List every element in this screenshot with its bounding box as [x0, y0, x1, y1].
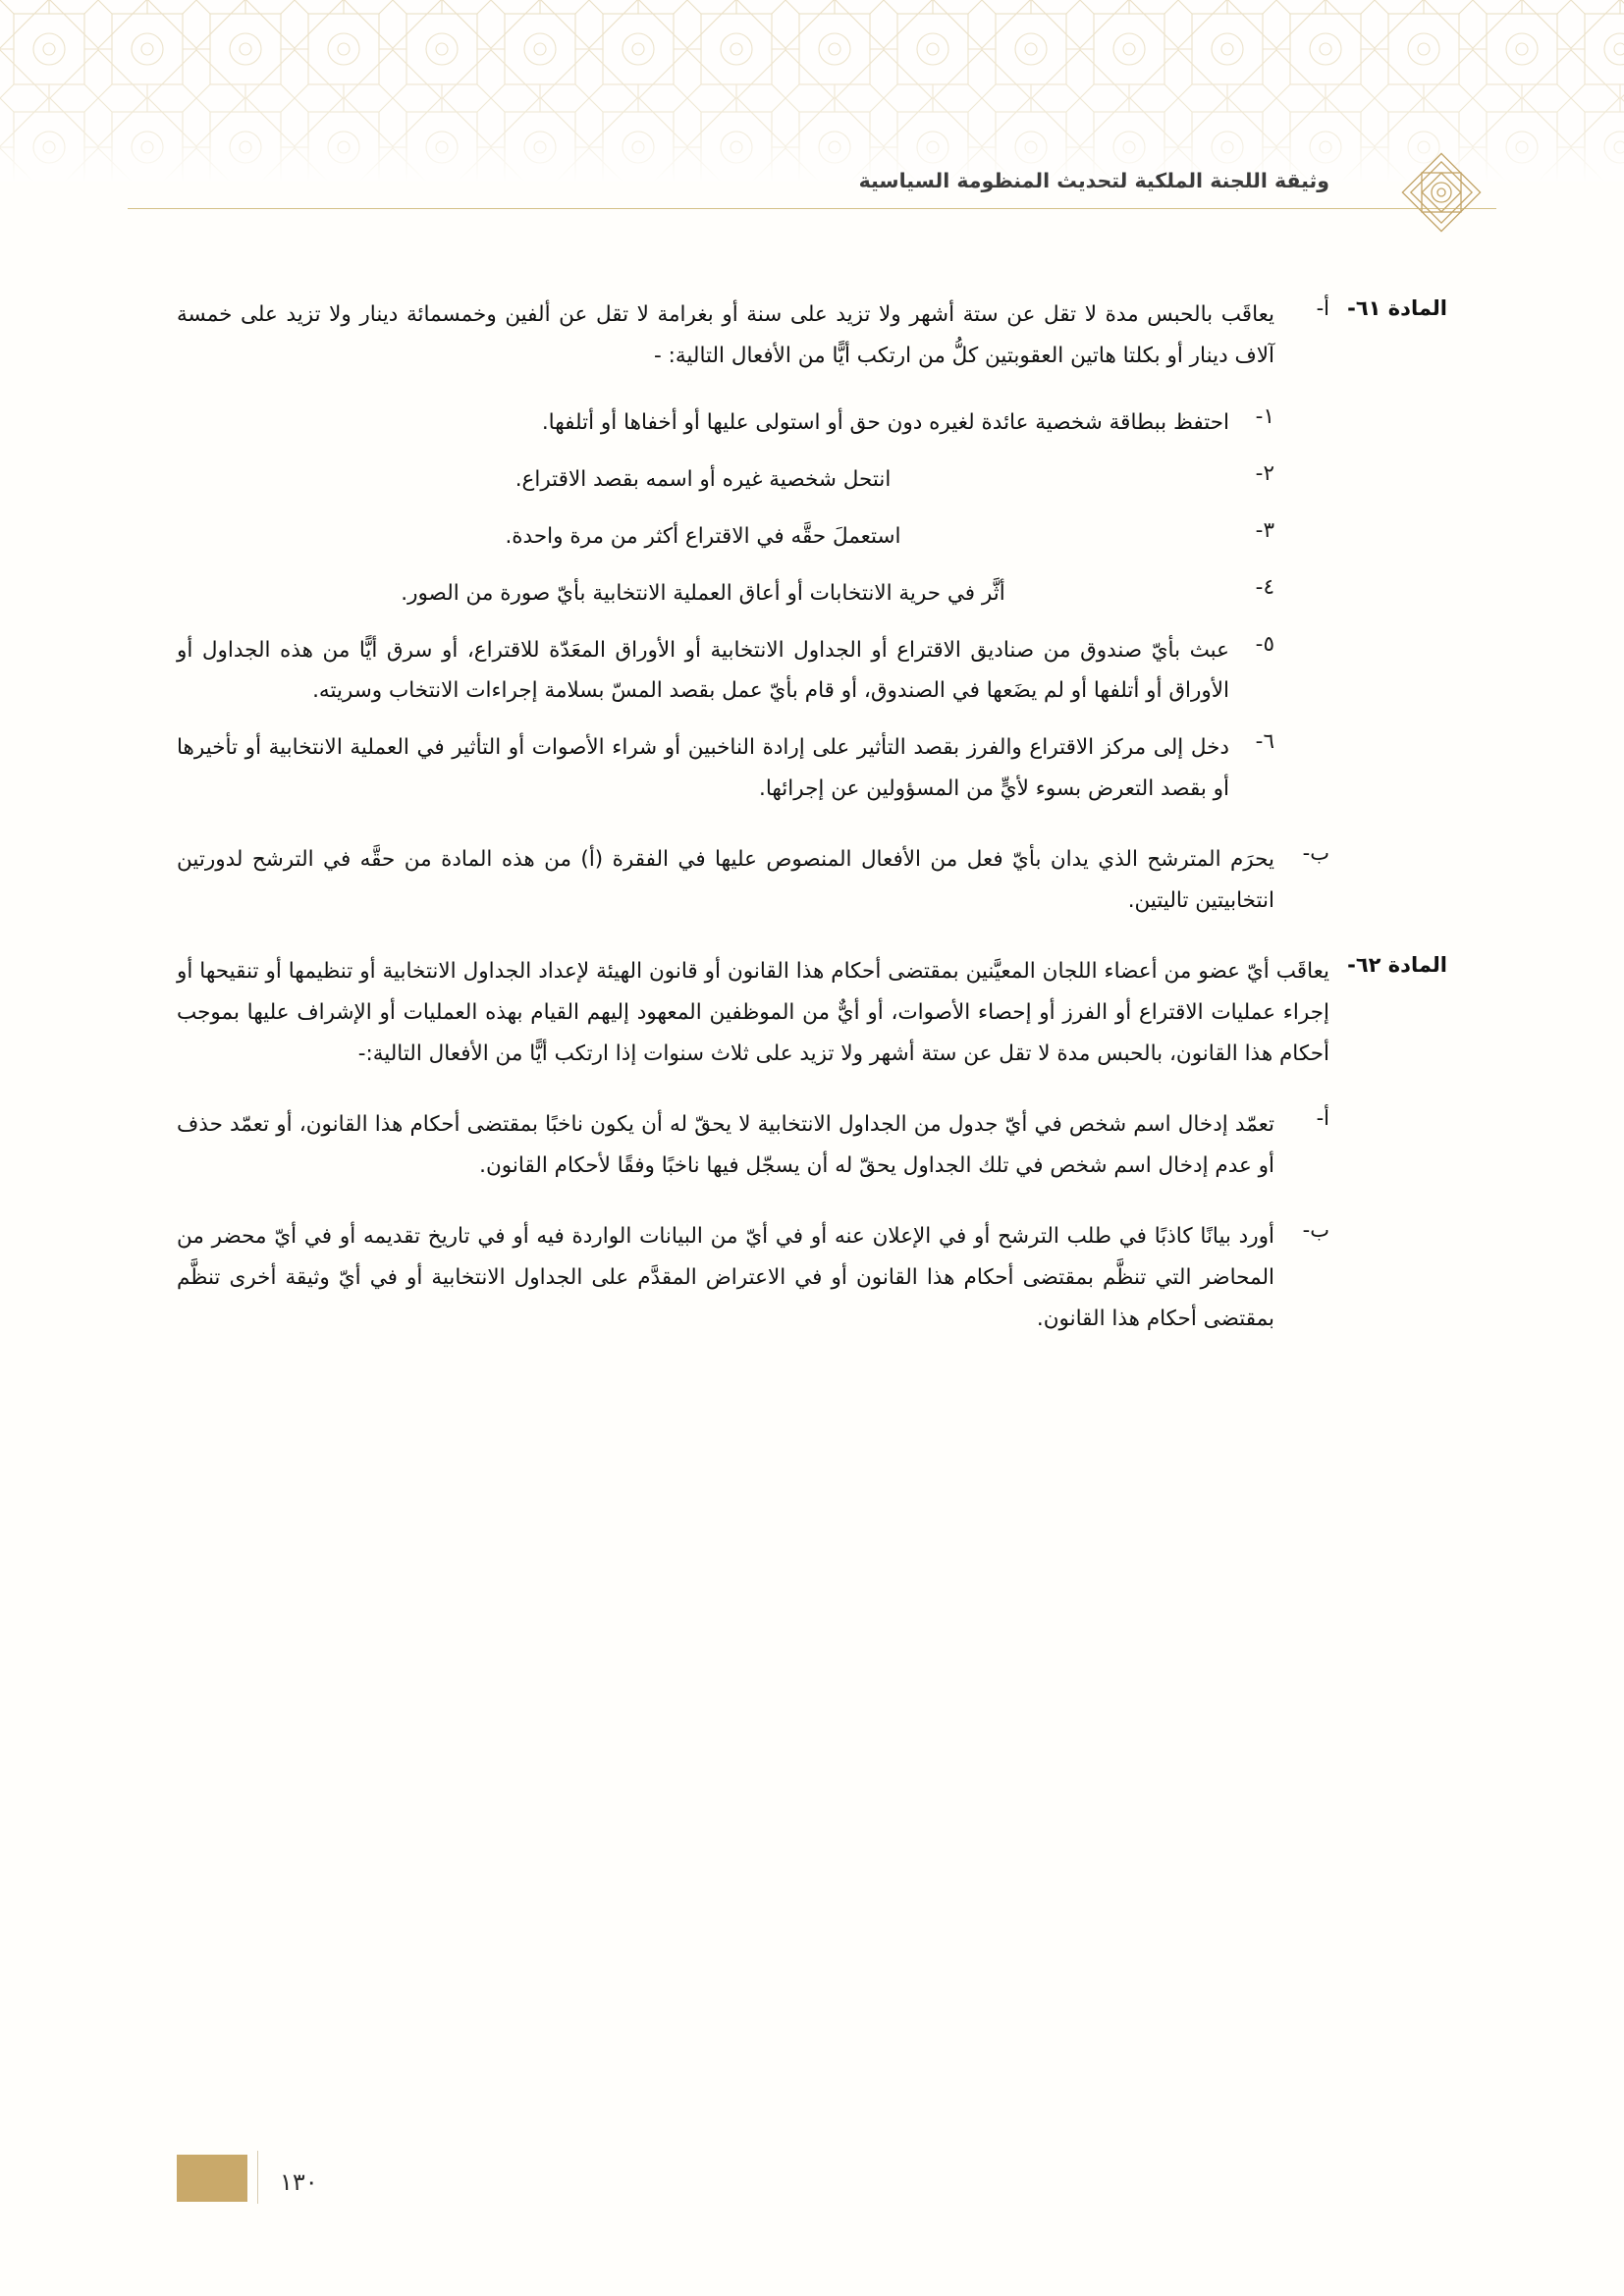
article-label: المادة ٦٢- [1347, 953, 1447, 978]
list-item-text: عبث بأيّ صندوق من صناديق الاقتراع أو الجداول الانتخابية أو الأوراق المعَدّة للاقتراع، أو سرق أيًّا من هذه الجداول أو الأوراق أو أتلفها أو لم يضَعها في الصندوق، أو قام بأيّ عمل بقصد المسّ بسلامة إجراءات الانتخاب وسريته. [177, 637, 1229, 704]
footer-accent-swatch [177, 2155, 247, 2202]
clause-marker: ب- [1302, 841, 1329, 866]
clause-marker: أ- [1316, 1105, 1329, 1130]
list-item-text: أثَّر في حرية الانتخابات أو أعاق العملية الانتخابية بأيّ صورة من الصور. [401, 580, 1005, 606]
clause-text: يحرَم المترشح الذي يدان بأيّ فعل من الأفعال المنصوص عليها في الفقرة (أ) من هذه المادة من حقَّه في الترشح لدورتين انتخابيتين تاليتين. [177, 847, 1274, 914]
list-item [177, 402, 1274, 444]
document-body [177, 294, 1447, 1355]
list-item-text: انتحل شخصية غيره أو اسمه بقصد الاقتراع. [514, 466, 892, 492]
clause-text: تعمّد إدخال اسم شخص في أيّ جدول من الجداول الانتخابية لا يحقّ له أن يكون ناخبًا بمقتضى أحكام هذا القانون، أو تعمّد حذف أو عدم إدخال اسم شخص في تلك الجداول يحقّ له أن يسجّل فيها ناخبًا وفقًا لأحكام القانون. [177, 1111, 1274, 1178]
header-divider [128, 208, 1496, 209]
footer-divider [257, 2151, 258, 2204]
list-item-marker: ٦- [1255, 729, 1274, 755]
clause-spacer [1329, 1216, 1447, 1340]
document-title: وثيقة اللجنة الملكية لتحديث المنظومة السياسية [858, 169, 1329, 192]
article-block [177, 294, 1447, 377]
clause-item [177, 1104, 1447, 1187]
article-label: المادة ٦١- [1347, 296, 1447, 320]
clause-item [177, 839, 1447, 922]
list-item-text: دخل إلى مركز الاقتراع والفرز بقصد التأثير على إرادة الناخبين أو شراء الأصوات أو التأثير في العملية الانتخابية أو تأخيرها أو بقصد التعرض بسوء لأيٍّ من المسؤولين عن إجرائها. [177, 735, 1229, 802]
article-text: يعاقَب بالحبس مدة لا تقل عن ستة أشهر ولا تزيد على سنة أو بغرامة لا تقل عن ألفين وخمسمائة دينار ولا تزيد على خمسة آلاف دينار أو بكلتا هاتين العقوبتين كلُّ من ارتكب أيًّا من الأفعال التالية: - [177, 302, 1274, 368]
article-marker: أ- [1316, 296, 1329, 320]
ornamental-medallion-icon [1396, 147, 1487, 238]
list-item-marker: ٤- [1255, 574, 1274, 600]
list-item-marker: ٥- [1255, 631, 1274, 657]
list-item-text: استعملَ حقَّه في الاقتراع أكثر من مرة واحدة. [505, 523, 901, 549]
list-item [177, 573, 1274, 614]
list-item [177, 727, 1274, 810]
page-header [128, 147, 1496, 226]
page-number: ١٣٠ [280, 2168, 318, 2196]
list-item [177, 459, 1274, 501]
page-footer [0, 2149, 1624, 2202]
article-block [177, 951, 1447, 1075]
list-item-text: احتفظ ببطاقة شخصية عائدة لغيره دون حق أو استولى عليها أو أخفاها أو أتلفها. [541, 409, 1229, 435]
clause-text: أورد بيانًا كاذبًا في طلب الترشح أو في الإعلان عنه أو في أيّ من البيانات الواردة فيه أو في تاريخ تقديمه أو في أيّ محضر من المحاضر التي تنظَّم بمقتضى أحكام هذا القانون أو في الاعتراض المقدَّم على الجداول الانتخابية أو في أيّ وثيقة أخرى تنظَّم بمقتضى أحكام هذا القانون. [177, 1223, 1274, 1331]
list-item-marker: ٢- [1255, 460, 1274, 486]
article-text: يعاقَب أيّ عضو من أعضاء اللجان المعيَّنين بمقتضى أحكام هذا القانون أو قانون الهيئة لإعداد الجداول الانتخابية أو تنظيمها أو تنقيحها أو إجراء عمليات الاقتراع أو الفرز أو إحصاء الأصوات، أو أيٌّ من الموظفين المعهود إليهم القيام بهذه العمليات أو الإشراف عليها بموجب أحكام هذا القانون، بالحبس مدة لا تقل عن ستة أشهر ولا تزيد على ثلاث سنوات إذا ارتكب أيًّا من الأفعال التالية:- [177, 959, 1329, 1066]
clause-marker: ب- [1302, 1217, 1329, 1242]
list-item [177, 516, 1274, 558]
list-item-marker: ١- [1255, 403, 1274, 429]
clause-spacer [1329, 839, 1447, 922]
clause-spacer [1329, 1104, 1447, 1187]
list-item [177, 630, 1274, 713]
clause-item [177, 1216, 1447, 1340]
list-item-marker: ٣- [1255, 517, 1274, 543]
